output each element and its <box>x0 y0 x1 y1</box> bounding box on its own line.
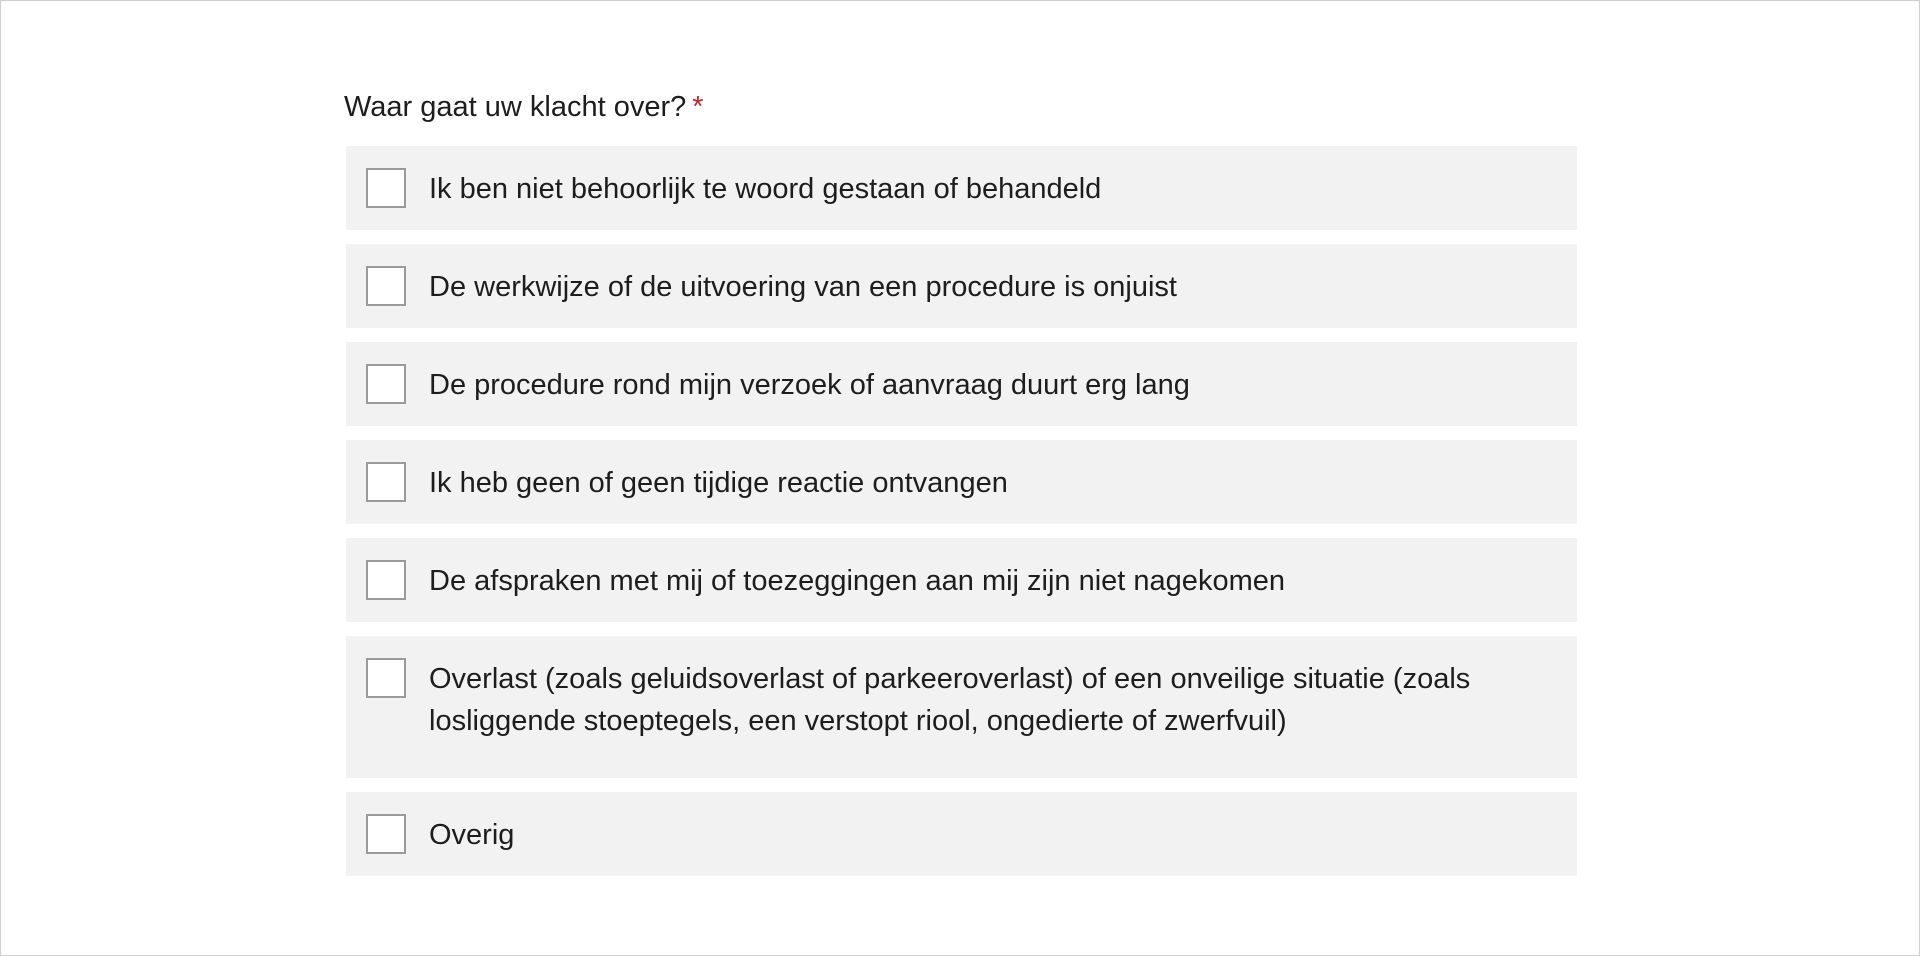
required-marker: * <box>692 91 704 123</box>
option-label: De werkwijze of de uitvoering van een procedure is onjuist <box>429 271 1177 303</box>
checkbox[interactable] <box>366 364 406 404</box>
question-label <box>344 85 1577 129</box>
checkbox[interactable] <box>366 462 406 502</box>
option-nuisance-unsafe-situation[interactable] <box>346 636 1577 778</box>
option-no-timely-response[interactable] <box>346 440 1577 524</box>
option-label: Ik heb geen of geen tijdige reactie ontvangen <box>429 467 1008 499</box>
option-label: Overig <box>429 819 515 851</box>
option-other[interactable] <box>346 792 1577 876</box>
question-text: Waar gaat uw klacht over? <box>344 91 687 123</box>
option-label: Overlast (zoals geluidsoverlast of parkeeroverlast) of een onveilige situatie (zoals losliggende stoeptegels, een verstopt riool, ongedierte of zwerfvuil) <box>429 663 1471 737</box>
checkbox[interactable] <box>366 814 406 854</box>
checkbox-group <box>346 146 1577 876</box>
option-agreements-not-kept[interactable] <box>346 538 1577 622</box>
option-label: De procedure rond mijn verzoek of aanvraag duurt erg lang <box>429 369 1190 401</box>
option-label: Ik ben niet behoorlijk te woord gestaan of behandeld <box>429 173 1102 205</box>
complaint-subject-fieldset <box>344 85 1577 890</box>
option-wrong-procedure[interactable] <box>346 244 1577 328</box>
checkbox[interactable] <box>366 658 406 698</box>
checkbox[interactable] <box>366 266 406 306</box>
checkbox[interactable] <box>366 168 406 208</box>
option-procedure-too-long[interactable] <box>346 342 1577 426</box>
option-label: De afspraken met mij of toezeggingen aan mij zijn niet nagekomen <box>429 565 1285 597</box>
option-not-treated-properly[interactable] <box>346 146 1577 230</box>
checkbox[interactable] <box>366 560 406 600</box>
